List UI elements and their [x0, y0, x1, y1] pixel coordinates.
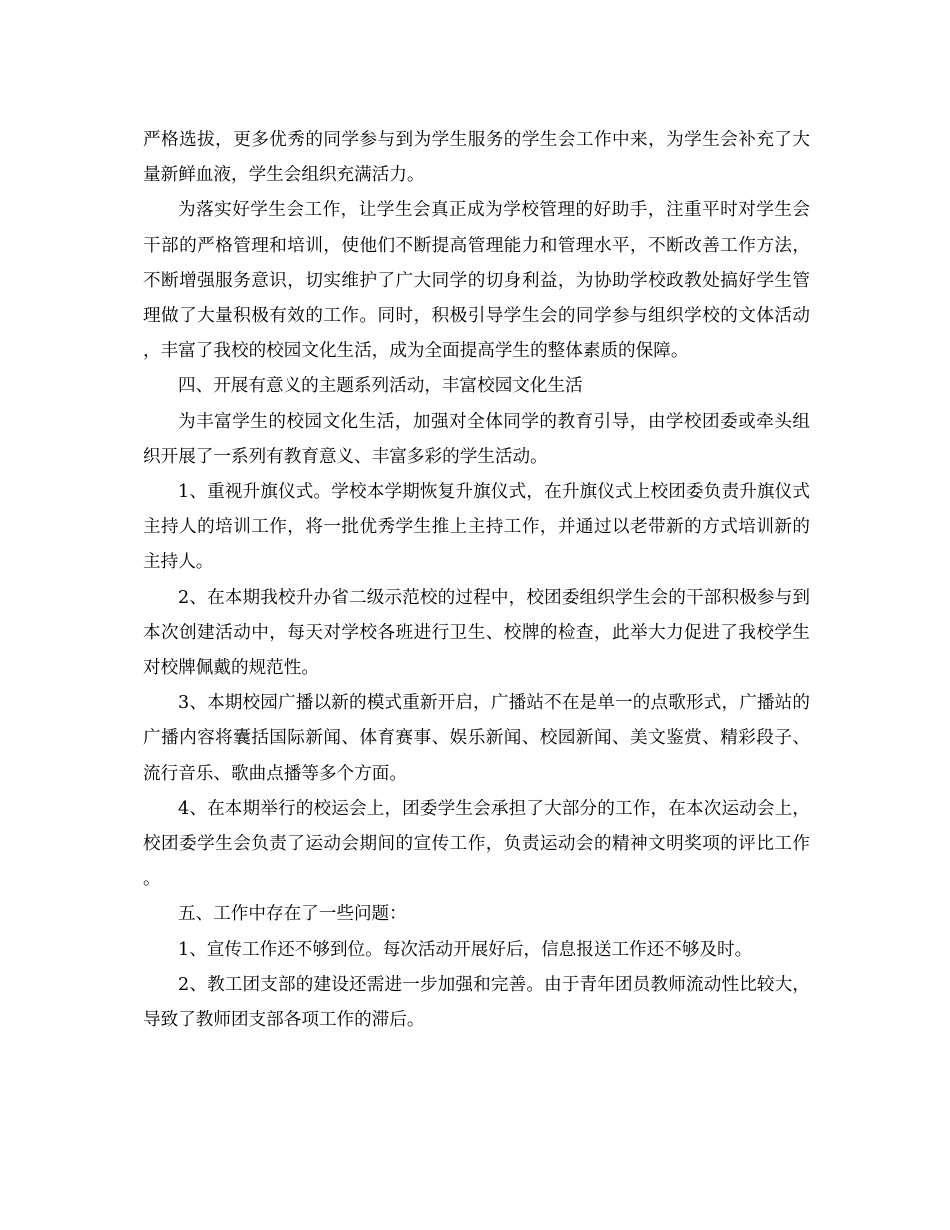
- list-item-campus-broadcast: 3、本期校园广播以新的模式重新开启，广播站不在是单一的点歌形式，广播站的广播内容将囊括国际新闻、体育赛事、娱乐新闻、校园新闻、美文鉴赏、精彩段子、流行音乐、歌曲点播等多个方面。: [143, 693, 810, 784]
- problem-item-staff-league-branch: 2、教工团支部的建设还需进一步加强和完善。由于青年团员教师流动性比较大，导致了教师团支部各项工作的滞后。: [143, 974, 810, 1031]
- list-item-demonstration-school: 2、在本期我校升办省二级示范校的过程中，校团委组织学生会的干部积极参与到本次创建活动中，每天对学校各班进行卫生、校牌的检查，此举大力促进了我校学生对校牌佩戴的规范性。: [143, 587, 810, 679]
- section-heading-five: 五、工作中存在了一些问题：: [178, 904, 407, 925]
- paragraph-continuation: 严格选拔，更多优秀的同学参与到为学生服务的学生会工作中来，为学生会补充了大量新鲜血液，学生会组织充满活力。: [143, 130, 810, 186]
- section-heading-four: 四、开展有意义的主题系列活动，丰富校园文化生活: [178, 376, 583, 397]
- document-body: [143, 123, 810, 1038]
- paragraph-student-union-management: 为落实好学生会工作，让学生会真正成为学校管理的好助手，注重平时对学生会干部的严格管理和培训，使他们不断提高管理能力和管理水平，不断改善工作方法，不断增强服务意识，切实维护了广大同学的切身利益，为协助学校政教处搞好学生管理做了大量积极有效的工作。同时，积极引导学生会的同学参与组织学校的文体活动，丰富了我校的校园文化生活，成为全面提高学生的整体素质的保障。: [143, 200, 810, 362]
- problem-item-publicity: 1、宣传工作还不够到位。每次活动开展好后，信息报送工作还不够及时。: [178, 939, 753, 960]
- list-item-flag-ceremony: 1、重视升旗仪式。学校本学期恢复升旗仪式，在升旗仪式上校团委负责升旗仪式主持人的培训工作，将一批优秀学生推上主持工作，并通过以老带新的方式培训新的主持人。: [143, 482, 810, 573]
- paragraph-activities-intro: 为丰富学生的校园文化生活，加强对全体同学的教育引导，由学校团委或牵头组织开展了一系列有教育意义、丰富多彩的学生活动。: [143, 411, 810, 467]
- list-item-sports-meet: 4、在本期举行的校运会上，团委学生会承担了大部分的工作，在本次运动会上，校团委学生会负责了运动会期间的宣传工作，负责运动会的精神文明奖项的评比工作。: [143, 798, 810, 890]
